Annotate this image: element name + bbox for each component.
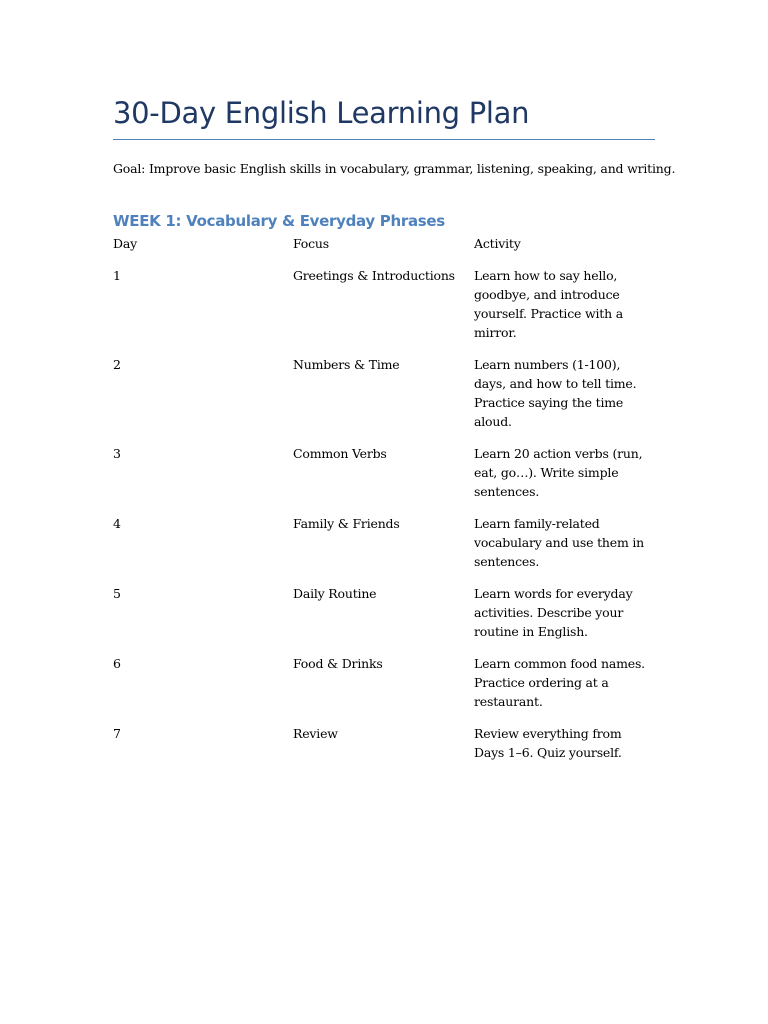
day-cell: 4 <box>113 516 121 531</box>
goal-text: Goal: Improve basic English skills in vocabulary, grammar, listening, speaking, and writing. <box>113 161 676 176</box>
activity-cell: Learn how to say hello, goodbye, and introduce yourself. Practice with a mirror. <box>474 268 623 340</box>
focus-cell: Review <box>293 726 338 741</box>
focus-cell: Family & Friends <box>293 516 400 531</box>
week1-heading: WEEK 1: Vocabulary & Everyday Phrases <box>113 212 445 230</box>
focus-cell: Greetings & Introductions <box>293 268 455 283</box>
activity-cell: Learn family-related vocabulary and use them in sentences. <box>474 516 645 569</box>
table-row <box>113 584 655 654</box>
table-row <box>113 355 655 444</box>
table-row <box>113 654 655 724</box>
day-cell: 2 <box>113 357 121 372</box>
table-row <box>113 444 655 514</box>
table-row <box>113 266 655 355</box>
day-cell: 6 <box>113 656 121 671</box>
column-header-activity: Activity <box>474 236 521 251</box>
document-title: 30-Day English Learning Plan <box>113 96 530 130</box>
day-cell: 3 <box>113 446 121 461</box>
title-underline <box>113 139 655 140</box>
table-header-row <box>113 234 655 266</box>
column-header-day: Day <box>113 236 137 251</box>
day-cell: 1 <box>113 268 121 283</box>
activity-cell: Learn numbers (1-100), days, and how to tell time. Practice saying the time aloud. <box>474 357 637 429</box>
column-header-focus: Focus <box>293 236 329 251</box>
focus-cell: Daily Routine <box>293 586 377 601</box>
day-cell: 7 <box>113 726 121 741</box>
table-row <box>113 724 655 775</box>
week1-table <box>113 234 655 775</box>
activity-cell: Learn words for everyday activities. Describe your routine in English. <box>474 586 633 639</box>
focus-cell: Food & Drinks <box>293 656 383 671</box>
activity-cell: Learn 20 action verbs (run, eat, go…). Write simple sentences. <box>474 446 643 499</box>
activity-cell: Learn common food names. Practice ordering at a restaurant. <box>474 656 645 709</box>
table-row <box>113 514 655 584</box>
activity-cell: Review everything from Days 1–6. Quiz yourself. <box>474 726 622 760</box>
focus-cell: Numbers & Time <box>293 357 400 372</box>
focus-cell: Common Verbs <box>293 446 387 461</box>
day-cell: 5 <box>113 586 121 601</box>
